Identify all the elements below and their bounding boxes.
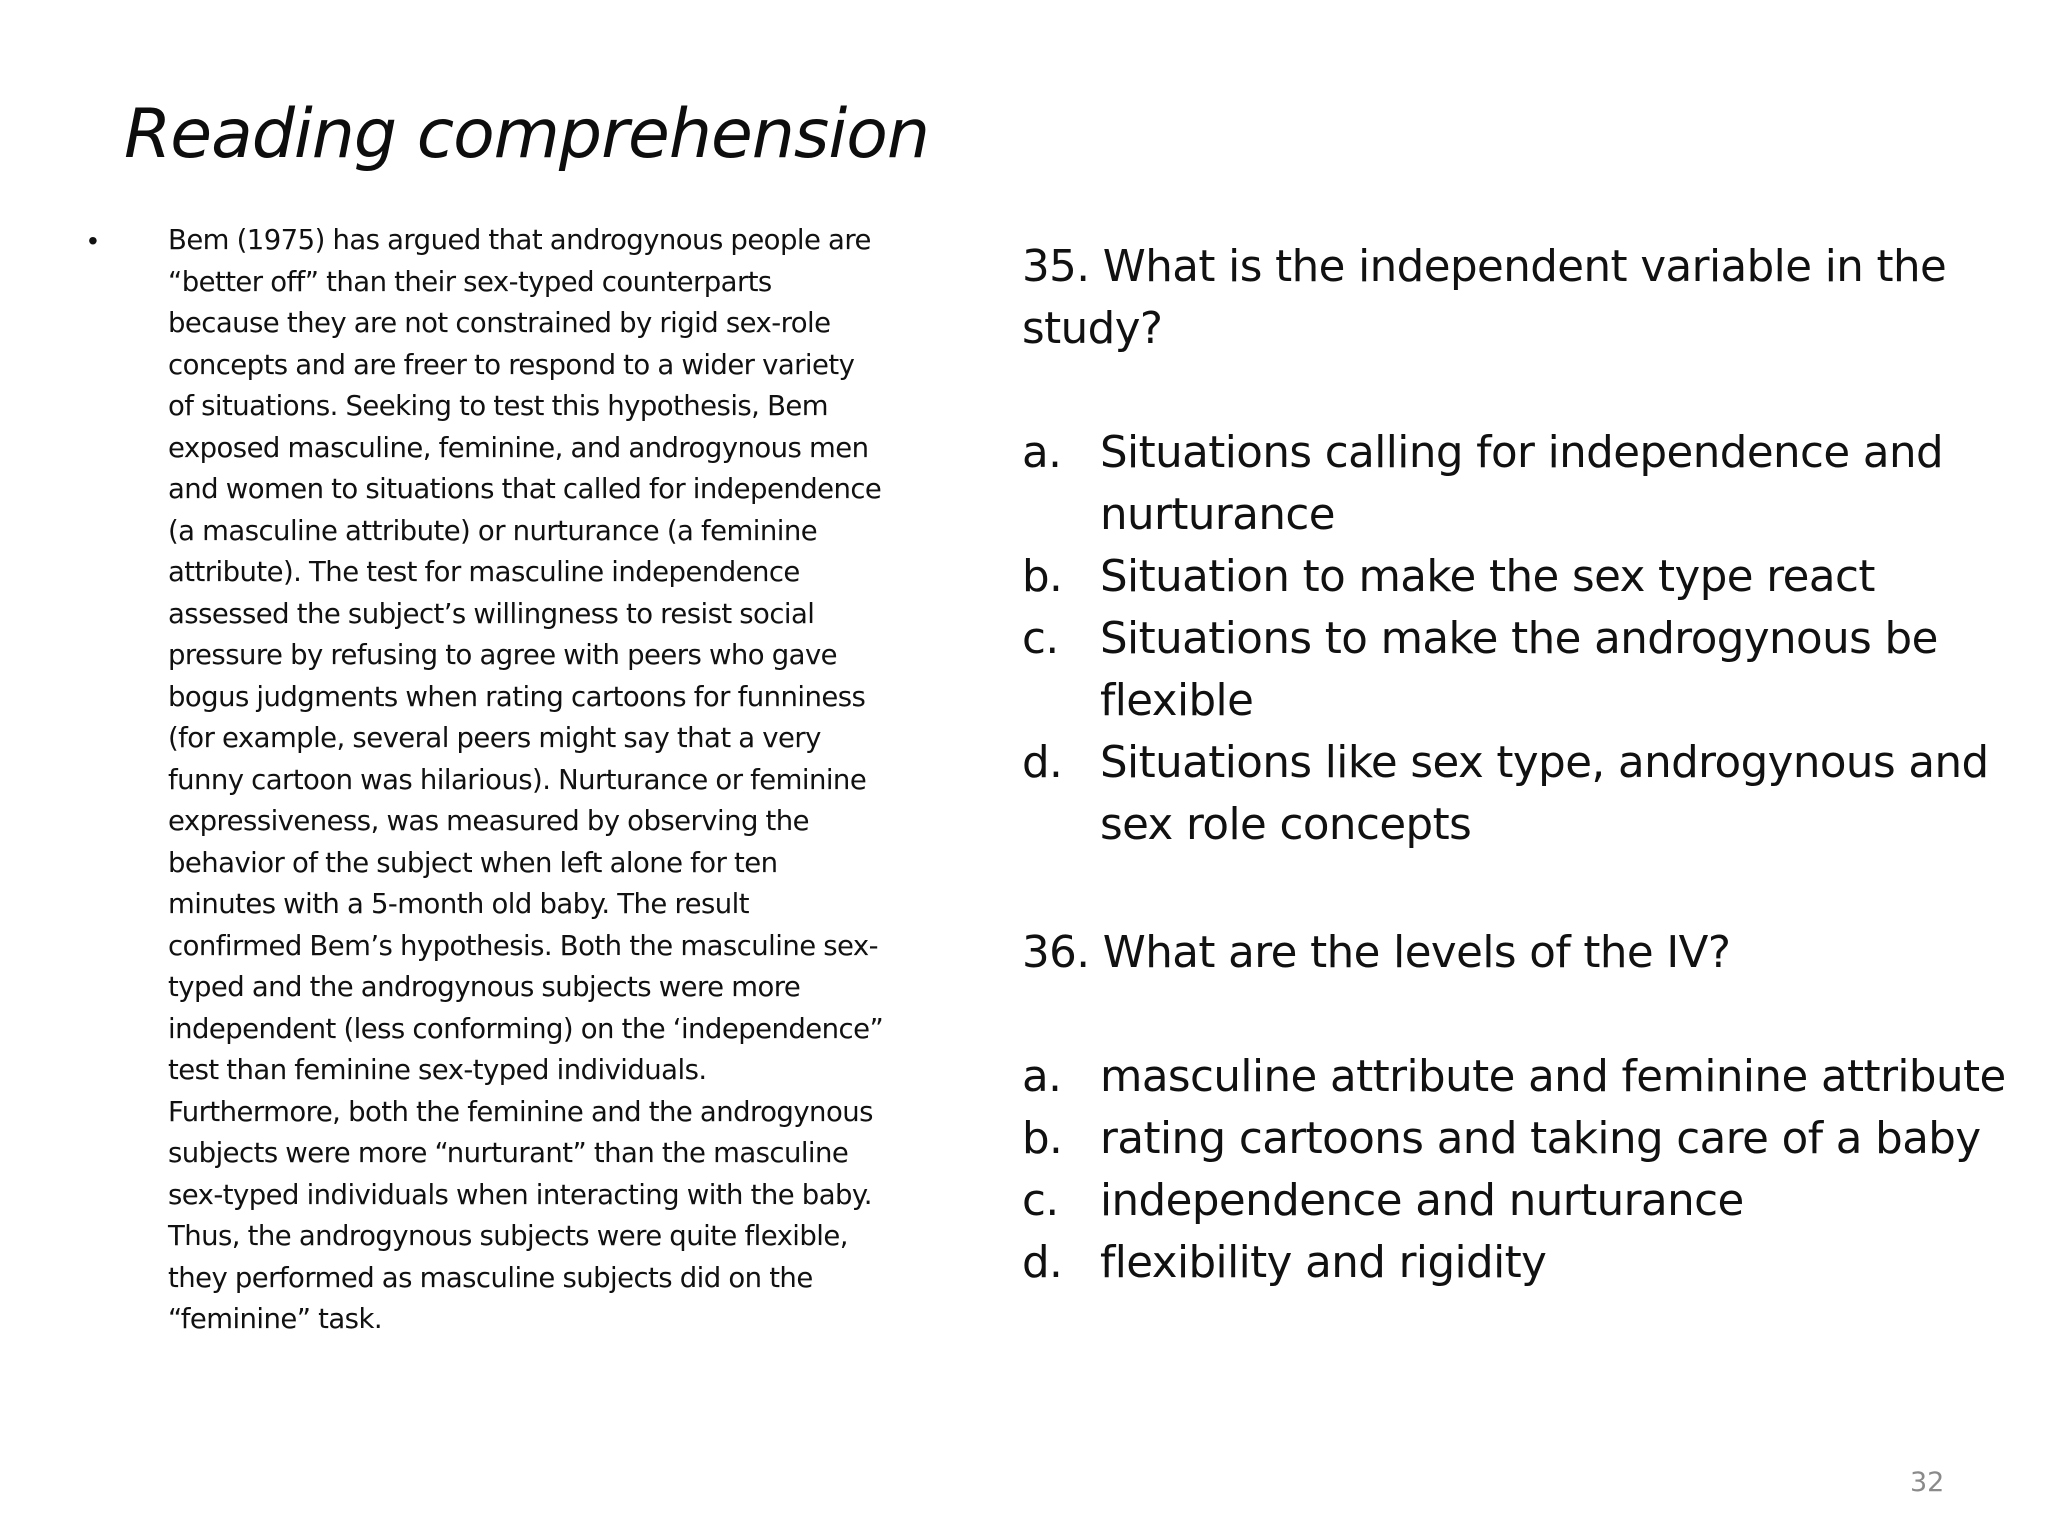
- passage-line: and women to situations that called for independence: [168, 473, 882, 505]
- passage-line: subjects were more “nurturant” than the masculine: [168, 1137, 849, 1169]
- question-36-options: [1022, 1046, 2022, 1294]
- passage-line: “better off” than their sex-typed counterparts: [168, 265, 772, 298]
- passage-line: pressure by refusing to agree with peers who gave: [168, 639, 838, 671]
- option-letter: b.: [1022, 1114, 1063, 1164]
- passage-line: minutes with a 5-month old baby. The result: [168, 888, 749, 920]
- question-35-line: study?: [1022, 304, 1163, 354]
- option-text: Situations calling for independence and: [1100, 428, 1944, 478]
- question-36-line: 36. What are the levels of the IV?: [1022, 928, 1731, 978]
- passage-text: [168, 220, 948, 1341]
- passage-line: confirmed Bem’s hypothesis. Both the masculine sex-: [168, 929, 879, 962]
- option-text: sex role concepts: [1100, 800, 1472, 850]
- option-letter: a.: [1022, 1052, 1062, 1102]
- passage-line: “feminine” task.: [168, 1303, 383, 1335]
- bullet-dot-icon: •: [88, 225, 98, 256]
- option-text: Situation to make the sex type react: [1100, 552, 1875, 602]
- passage-line: exposed masculine, feminine, and androgynous men: [168, 431, 869, 464]
- option-letter: a.: [1022, 428, 1062, 478]
- passage-line: Thus, the androgynous subjects were quite flexible,: [168, 1220, 848, 1252]
- option-35-c[interactable]: [1022, 608, 2022, 732]
- option-text: masculine attribute and feminine attribute: [1100, 1052, 2006, 1102]
- option-letter: c.: [1022, 614, 1059, 664]
- passage-line: Furthermore, both the feminine and the androgynous: [168, 1095, 873, 1128]
- option-36-d[interactable]: [1022, 1232, 2022, 1294]
- option-35-d[interactable]: [1022, 732, 2022, 856]
- passage-line: of situations. Seeking to test this hypothesis, Bem: [168, 390, 828, 422]
- option-text: independence and nurturance: [1100, 1176, 1744, 1226]
- passage-line: typed and the androgynous subjects were more: [168, 971, 801, 1003]
- option-letter: d.: [1022, 1238, 1063, 1288]
- passage-line: behavior of the subject when left alone for ten: [168, 846, 778, 879]
- question-35-options: [1022, 422, 2022, 856]
- option-text: Situations like sex type, androgynous and: [1100, 738, 1989, 788]
- slide-title: Reading comprehension: [124, 95, 929, 174]
- question-35: [1022, 236, 2022, 360]
- passage-line: attribute). The test for masculine independence: [168, 556, 800, 588]
- question-36: [1022, 922, 2022, 984]
- passage-line: test than feminine sex-typed individuals.: [168, 1054, 707, 1086]
- option-letter: b.: [1022, 552, 1063, 602]
- question-35-line: 35. What is the independent variable in the: [1022, 242, 1947, 292]
- passage-line: sex-typed individuals when interacting with the baby.: [168, 1178, 872, 1211]
- passage-line: independent (less conforming) on the ‘independence”: [168, 1012, 884, 1045]
- passage-line: Bem (1975) has argued that androgynous people are: [168, 224, 871, 256]
- option-36-a[interactable]: [1022, 1046, 2022, 1108]
- passage-line: (a masculine attribute) or nurturance (a feminine: [168, 514, 818, 547]
- option-text: rating cartoons and taking care of a baby: [1100, 1114, 1981, 1164]
- option-letter: d.: [1022, 738, 1063, 788]
- option-letter: c.: [1022, 1176, 1059, 1226]
- option-text: nurturance: [1100, 490, 1335, 540]
- passage-line: bogus judgments when rating cartoons for funniness: [168, 680, 866, 713]
- passage-line: funny cartoon was hilarious). Nurturance or feminine: [168, 763, 867, 796]
- option-35-a[interactable]: [1022, 422, 2022, 546]
- passage-line: (for example, several peers might say that a very: [168, 722, 821, 754]
- option-35-b[interactable]: [1022, 546, 2022, 608]
- option-36-b[interactable]: [1022, 1108, 2022, 1170]
- option-text: flexibility and rigidity: [1100, 1238, 1547, 1288]
- option-36-c[interactable]: [1022, 1170, 2022, 1232]
- passage-line: expressiveness, was measured by observing the: [168, 805, 810, 837]
- passage-line: because they are not constrained by rigid sex-role: [168, 307, 831, 339]
- passage-line: assessed the subject’s willingness to resist social: [168, 597, 815, 630]
- page-number: 32: [1910, 1467, 1945, 1498]
- option-text: Situations to make the androgynous be: [1100, 614, 1938, 664]
- option-text: flexible: [1100, 676, 1254, 726]
- passage-line: concepts and are freer to respond to a wider variety: [168, 348, 855, 381]
- passage-line: they performed as masculine subjects did on the: [168, 1261, 813, 1294]
